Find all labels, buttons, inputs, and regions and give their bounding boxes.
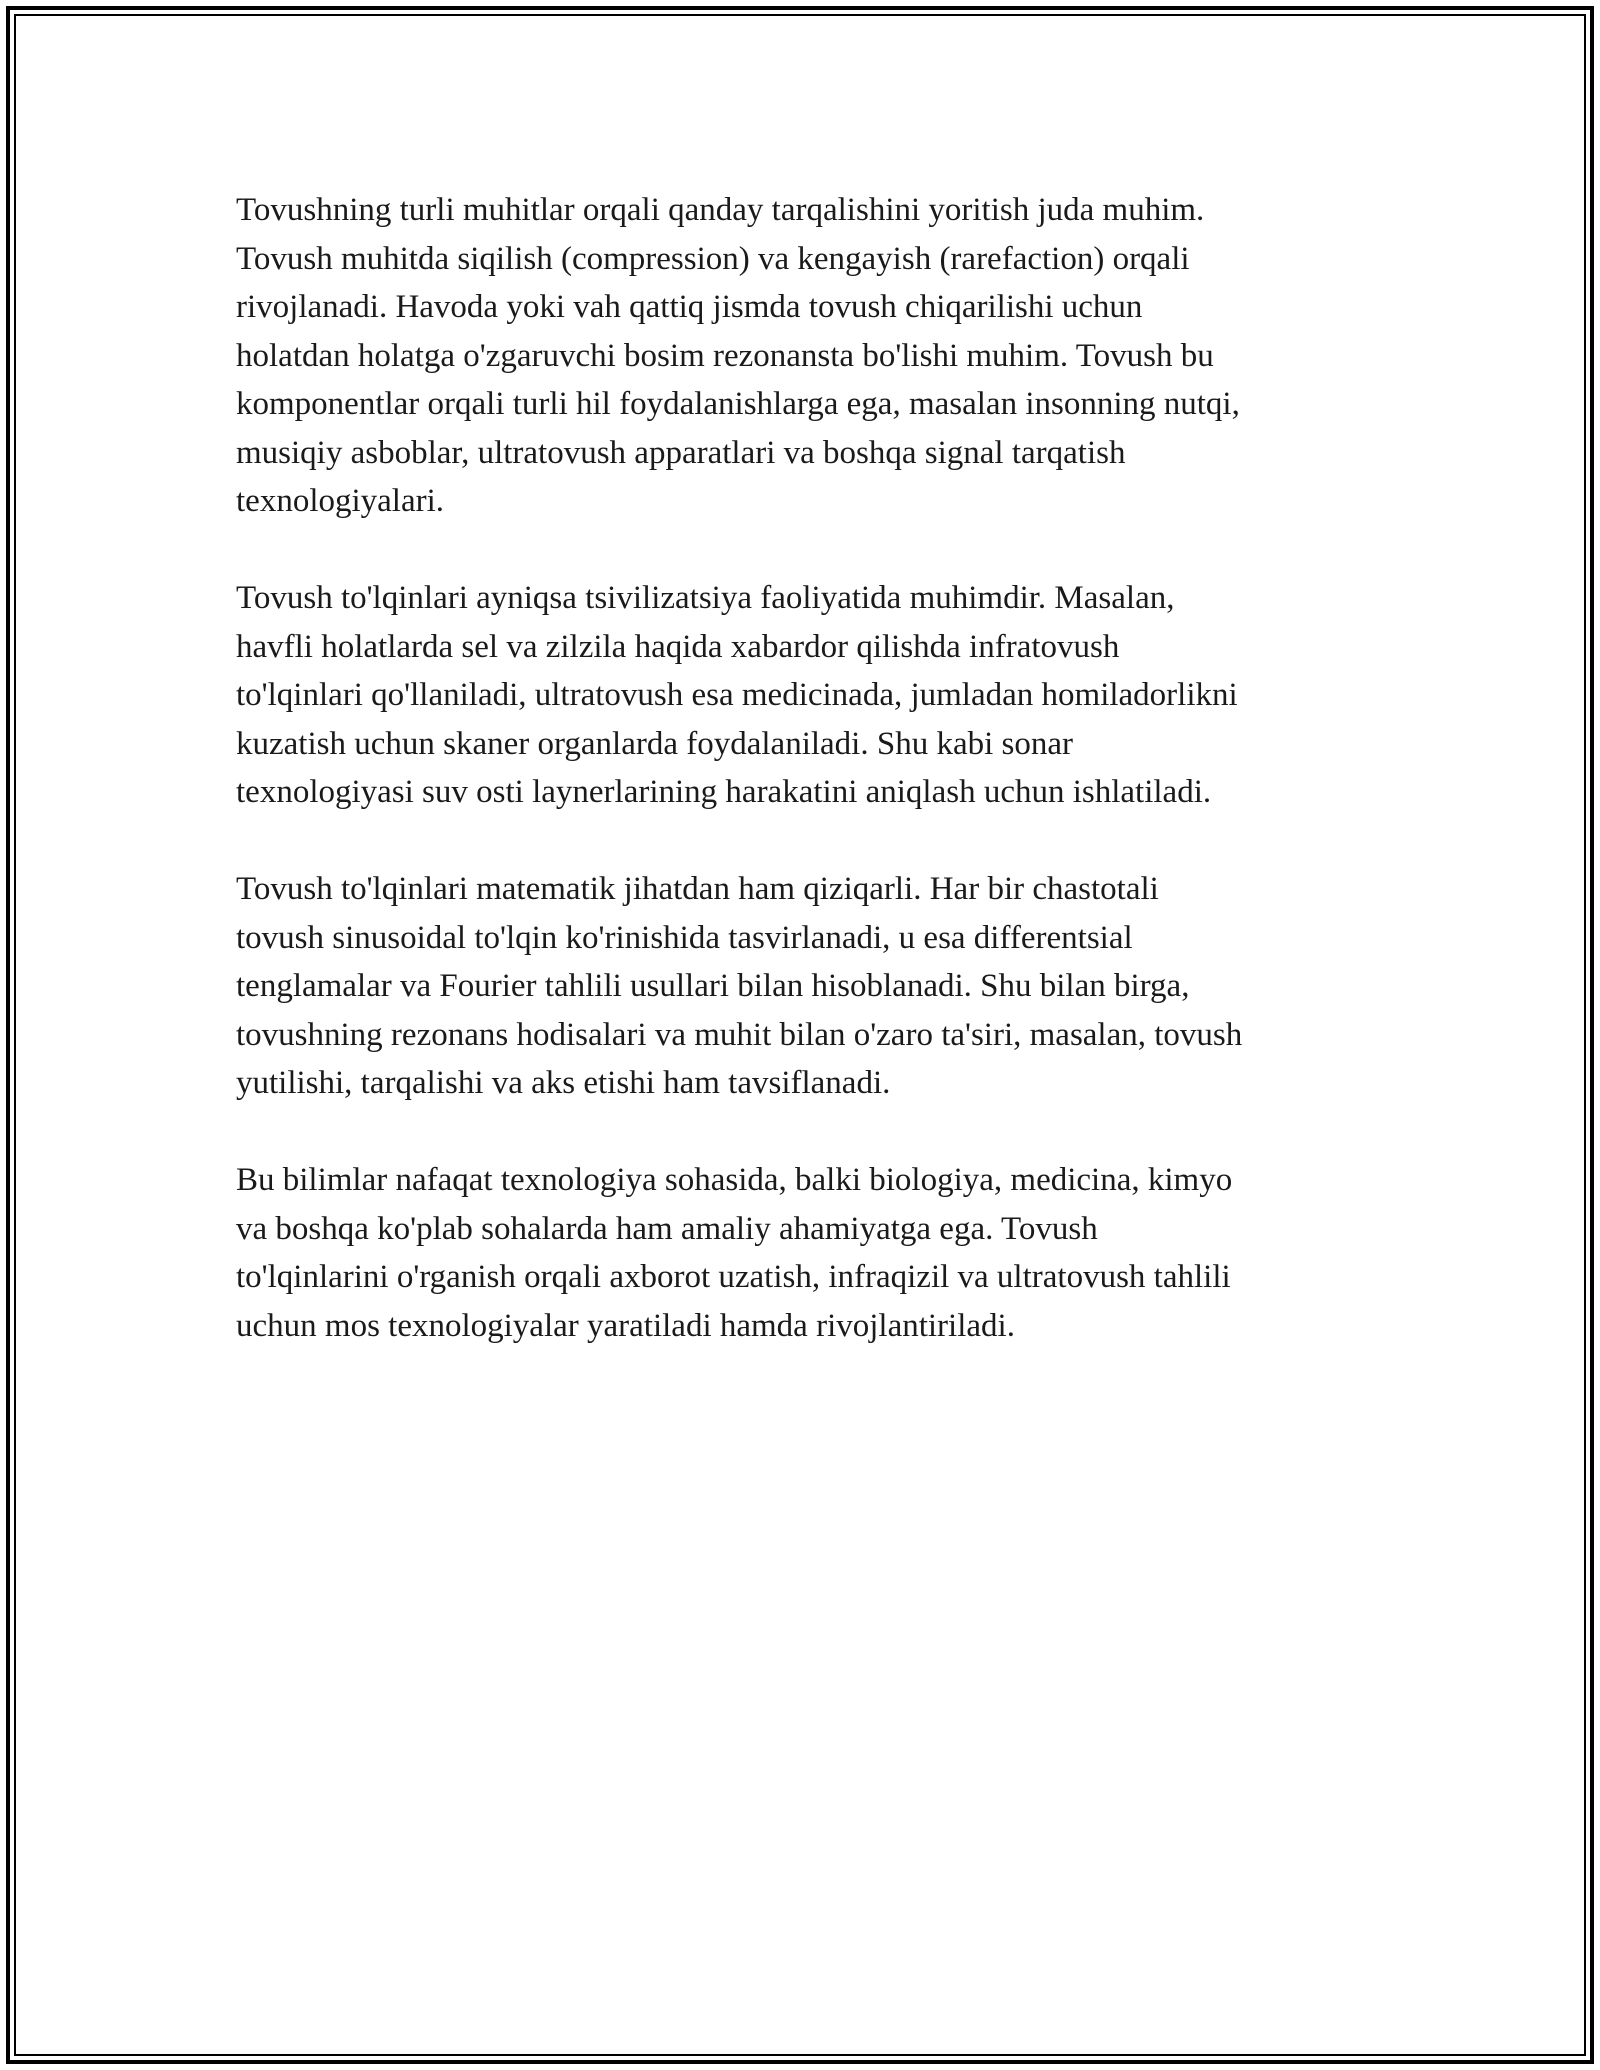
paragraph-3: Tovush to'lqinlari matematik jihatdan ham qiziqarli. Har bir chastotali tovush sinusoidal to'lqin ko'rinishida tasvirlanadi, u esa differentsial tenglamalar va Fourier tahlili usullari bilan hisoblanadi. Shu bilan birga, tovushning rezonans hodisalari va muhit bilan o'zaro ta'siri, masalan, tovush yutilishi, tarqalishi va aks etishi ham tavsiflanadi. xyxy=(236,871,1243,1101)
document-body xyxy=(236,186,1366,1399)
paragraph-2: Tovush to'lqinlari ayniqsa tsivilizatsiya faoliyatida muhimdir. Masalan, havfli holatlarda sel va zilzila haqida xabardor qilishda infratovush to'lqinlari qo'llaniladi, ultratovush esa medicinada, jumladan homiladorlikni kuzatish uchun skaner organlarda foydalaniladi. Shu kabi sonar texnologiyasi suv osti laynerlarining harakatini aniqlash uchun ishlatiladi. xyxy=(236,580,1238,810)
paragraph-1: Tovushning turli muhitlar orqali qanday tarqalishini yoritish juda muhim. Tovush muhitda siqilish (compression) va kengayish (rarefaction) orqali rivojlanadi. Havoda yoki vah qattiq jismda tovush chiqarilishi uchun holatdan holatga o'zgaruvchi bosim rezonansta bo'lishi muhim. Tovush bu komponentlar orqali turli hil foydalanishlarga ega, masalan insonning nutqi, musiqiy asboblar, ultratovush apparatlari va boshqa signal tarqatish texnologiyalari. xyxy=(236,192,1240,519)
paragraph-4: Bu bilimlar nafaqat texnologiya sohasida, balki biologiya, medicina, kimyo va boshqa ko'plab sohalarda ham amaliy ahamiyatga ega. Tovush to'lqinlarini o'rganish orqali axborot uzatish, infraqizil va ultratovush tahlili uchun mos texnologiyalar yaratiladi hamda rivojlantiriladi. xyxy=(236,1162,1233,1344)
